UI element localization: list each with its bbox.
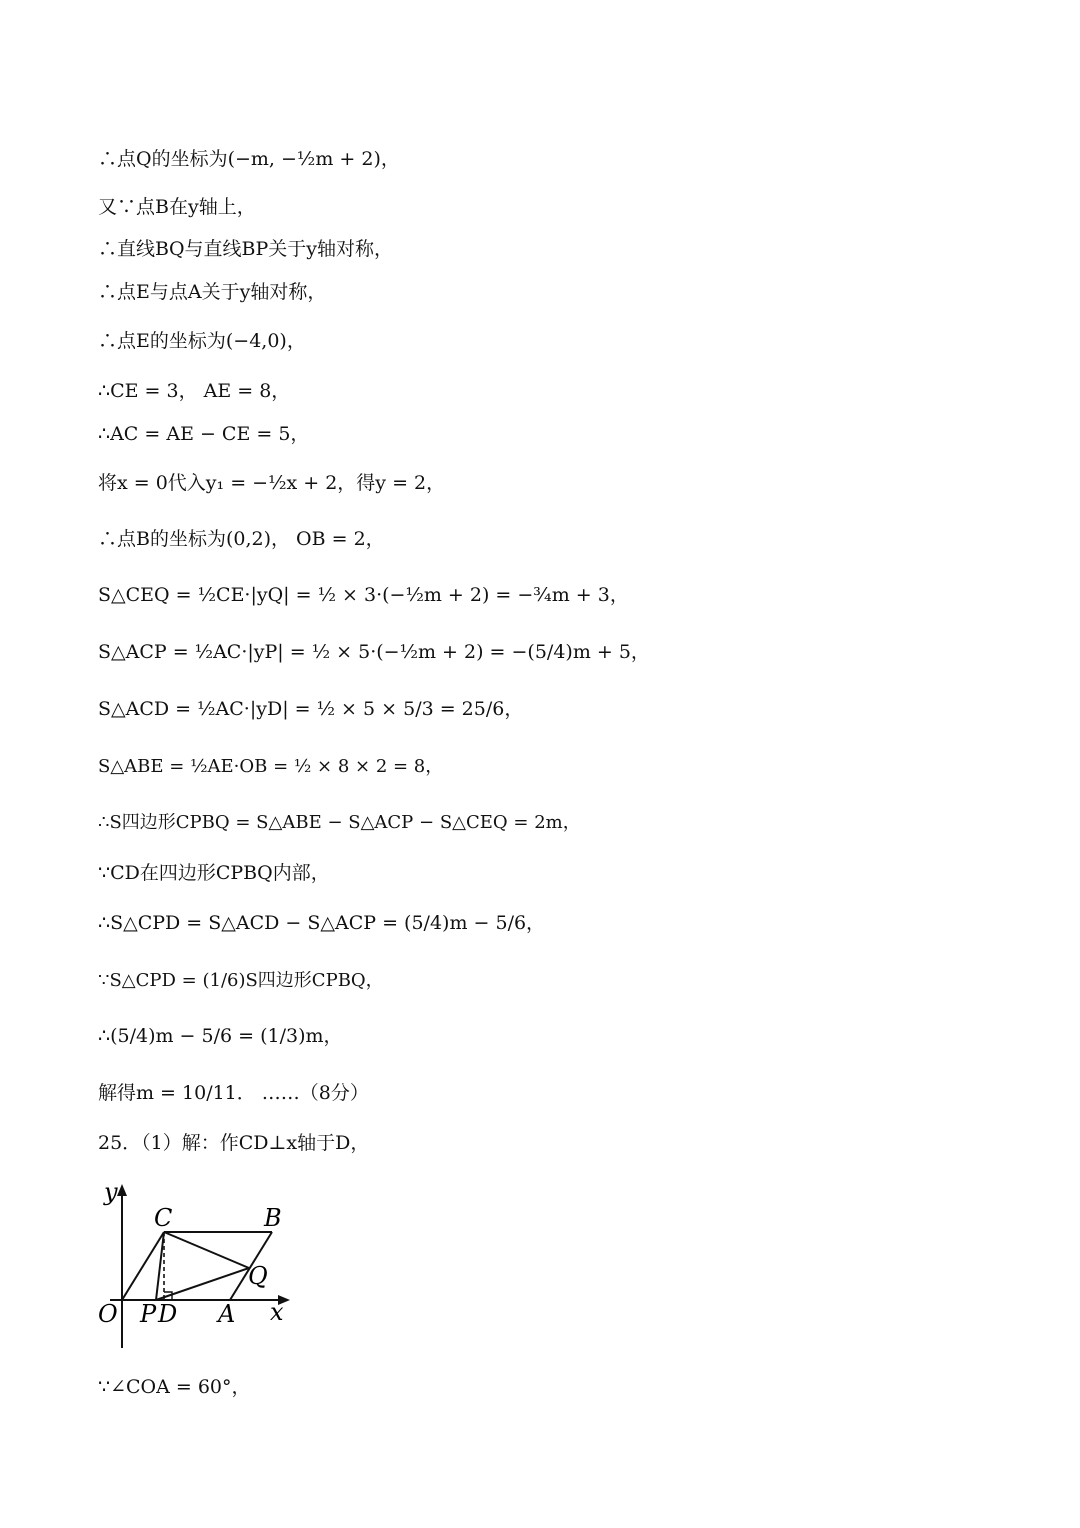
text-line: ∴S△CPD = S△ACD − S△ACP = (5/4)m − 5/6， — [98, 912, 546, 934]
text-line: 将x = 0代入y₁ = −½x + 2，得y = 2， — [98, 472, 446, 494]
text-line: 25．（1）解：作CD⊥x轴于D， — [98, 1132, 370, 1154]
text-line: ∵S△CPD = (1/6)S四边形CPBQ， — [98, 970, 384, 991]
label-d: D — [158, 1300, 178, 1328]
label-p: P — [140, 1300, 157, 1328]
label-y: y — [104, 1180, 118, 1206]
text-line: ∴S四边形CPBQ = S△ABE − S△ACP − S△CEQ = 2m， — [98, 812, 581, 833]
text-line: ∴点E与点A关于y轴对称， — [98, 281, 327, 303]
label-q: Q — [248, 1262, 268, 1290]
label-b: B — [264, 1204, 282, 1232]
segment-cq — [164, 1232, 249, 1268]
text-line: 解得m = 10/11． ……（8分） — [98, 1082, 369, 1104]
text-line: ∴CE = 3， AE = 8， — [98, 380, 291, 402]
text-line: S△ACP = ½AC·|yP| = ½ × 5·(−½m + 2) = −(5/4)m + 5， — [98, 641, 650, 663]
text-line: ∴AC = AE − CE = 5， — [98, 423, 310, 445]
text-line: ∵CD在四边形CPBQ内部， — [98, 862, 330, 884]
text-line: ∴点Q的坐标为(−m, −½m + 2)， — [98, 148, 400, 170]
text-line: ∵∠COA = 60°， — [98, 1376, 251, 1398]
text-line: ∴点B的坐标为(0,2)， OB = 2， — [98, 528, 385, 550]
y-axis-arrow — [117, 1184, 127, 1196]
geometry-figure — [96, 1180, 296, 1360]
text-line: S△ABE = ½AE·OB = ½ × 8 × 2 = 8， — [98, 756, 444, 777]
label-x: x — [270, 1298, 284, 1326]
text-line: 又∵点B在y轴上， — [98, 196, 256, 218]
text-line: ∴(5/4)m − 5/6 = (1/3)m， — [98, 1025, 343, 1047]
label-a: A — [218, 1300, 236, 1328]
text-line: ∴直线BQ与直线BP关于y轴对称， — [98, 238, 394, 260]
label-c: C — [154, 1204, 173, 1232]
text-line: S△ACD = ½AC·|yD| = ½ × 5 × 5/3 = 25/6， — [98, 698, 524, 720]
label-o: O — [98, 1300, 118, 1328]
text-line: S△CEQ = ½CE·|yQ| = ½ × 3·(−½m + 2) = −¾m + 3， — [98, 584, 629, 606]
text-line: ∴点E的坐标为(−4,0)， — [98, 330, 306, 352]
segment-pq — [156, 1268, 249, 1300]
